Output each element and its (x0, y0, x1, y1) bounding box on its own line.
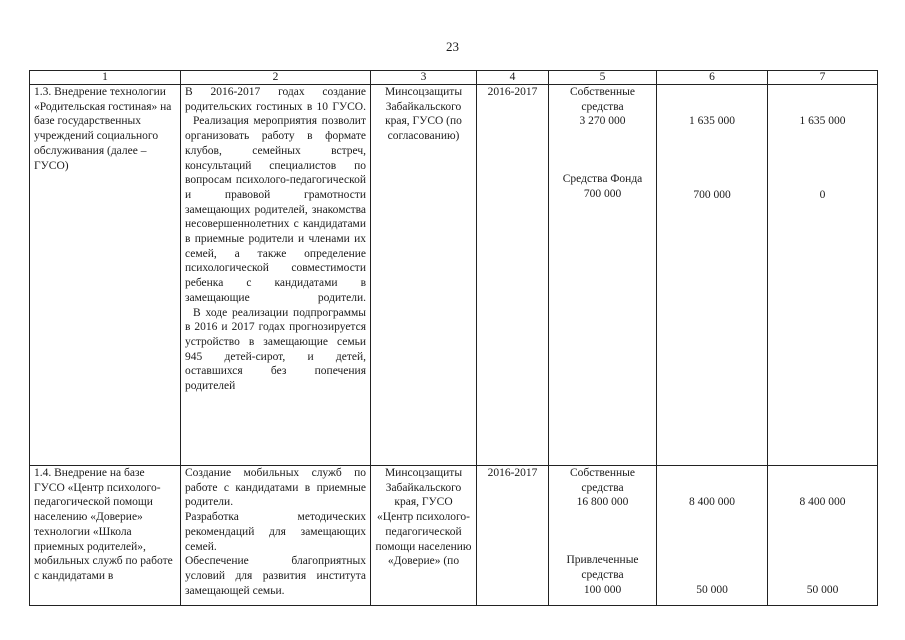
header-cell: 2 (181, 71, 371, 85)
header-cell: 7 (768, 71, 878, 85)
funding-2017-value: 8 400 000 (799, 496, 846, 508)
funding-sources (549, 466, 657, 606)
funding-source-label: Собственные средства (569, 86, 635, 113)
funding-2017-value: 1 635 000 (799, 115, 846, 127)
description-paragraph: В ходе реализации подпрограммы в 2016 и 2017 годах прогнозируется устройство в замещающие семьи 945 детей-сирот, и детей, оставшихся без попечения родителей (185, 306, 366, 393)
period: 2016-2017 (477, 85, 549, 466)
page-number: 23 (446, 39, 459, 54)
measure-name: 1.4. Внедрение на базе ГУСО «Центр психолого-педагогической помощи населению «Доверие» технологии «Школа приемных родителей», мобильных служб по работе с кандидатами в (30, 466, 181, 606)
description-paragraph: Создание мобильных служб по работе с кандидатами в приемные родители. (185, 467, 366, 509)
header-cell: 5 (549, 71, 657, 85)
header-cell: 6 (657, 71, 768, 85)
description-paragraph: Разработка методических рекомендаций для замещающих семей. (185, 511, 366, 553)
description-paragraph: Реализация мероприятия позволит организовать работу в формате клубов, семейных встреч, консультаций специалистов по вопросам психолого-педагогической и правовой грамотности замещающих родителей, знакомства несовершеннолетних с кандидатами в приемные родители и членами их семей, а также определение психологической совместимости ребенка с кандидатами в замещающие родители. (185, 115, 366, 304)
description-paragraph: Обеспечение благоприятных условий для развития института замещающей семьи. (185, 555, 366, 597)
measure-description (181, 85, 371, 466)
funding-total: 100 000 (583, 583, 622, 596)
header-row (30, 71, 878, 85)
funding-2016-value: 700 000 (693, 188, 731, 201)
measure-name: 1.3. Внедрение технологии «Родительская гостиная» на базе государственных учреждений социального обслуживания (далее – ГУСО) (30, 85, 181, 466)
measure-description (181, 466, 371, 606)
table-row (30, 466, 878, 606)
description-paragraph: В 2016-2017 годах создание родительских гостиных в 10 ГУСО. (185, 86, 366, 113)
funding-source-label: Собственные средства (569, 467, 635, 494)
funding-source-label: Средства Фонда (562, 173, 643, 186)
header-cell: 4 (477, 71, 549, 85)
executor: Минсоцзащиты Забайкальского края, ГУСО «Центр психолого-педагогической помощи населению «Доверие» (по (371, 466, 477, 606)
funding-sources (549, 85, 657, 466)
funding-2016-value: 1 635 000 (689, 115, 735, 127)
header-cell: 3 (371, 71, 477, 85)
table-row (30, 85, 878, 466)
funding-2016-value: 50 000 (696, 583, 728, 596)
funding-2017-value: 50 000 (806, 583, 839, 596)
funding-source-label: Привлеченные средства (566, 554, 639, 581)
funding-total: 16 800 000 (576, 496, 629, 509)
funding-2017 (768, 85, 878, 466)
funding-2016 (657, 466, 768, 606)
funding-2017-value: 0 (819, 188, 826, 201)
funding-2017 (768, 466, 878, 606)
funding-total: 700 000 (583, 187, 622, 200)
period: 2016-2017 (477, 466, 549, 606)
funding-2016 (657, 85, 768, 466)
program-table (29, 70, 878, 606)
funding-2016-value: 8 400 000 (689, 496, 735, 508)
header-cell: 1 (30, 71, 181, 85)
funding-total: 3 270 000 (579, 115, 626, 128)
executor: Минсоцзащиты Забайкальского края, ГУСО (по согласованию) (371, 85, 477, 466)
